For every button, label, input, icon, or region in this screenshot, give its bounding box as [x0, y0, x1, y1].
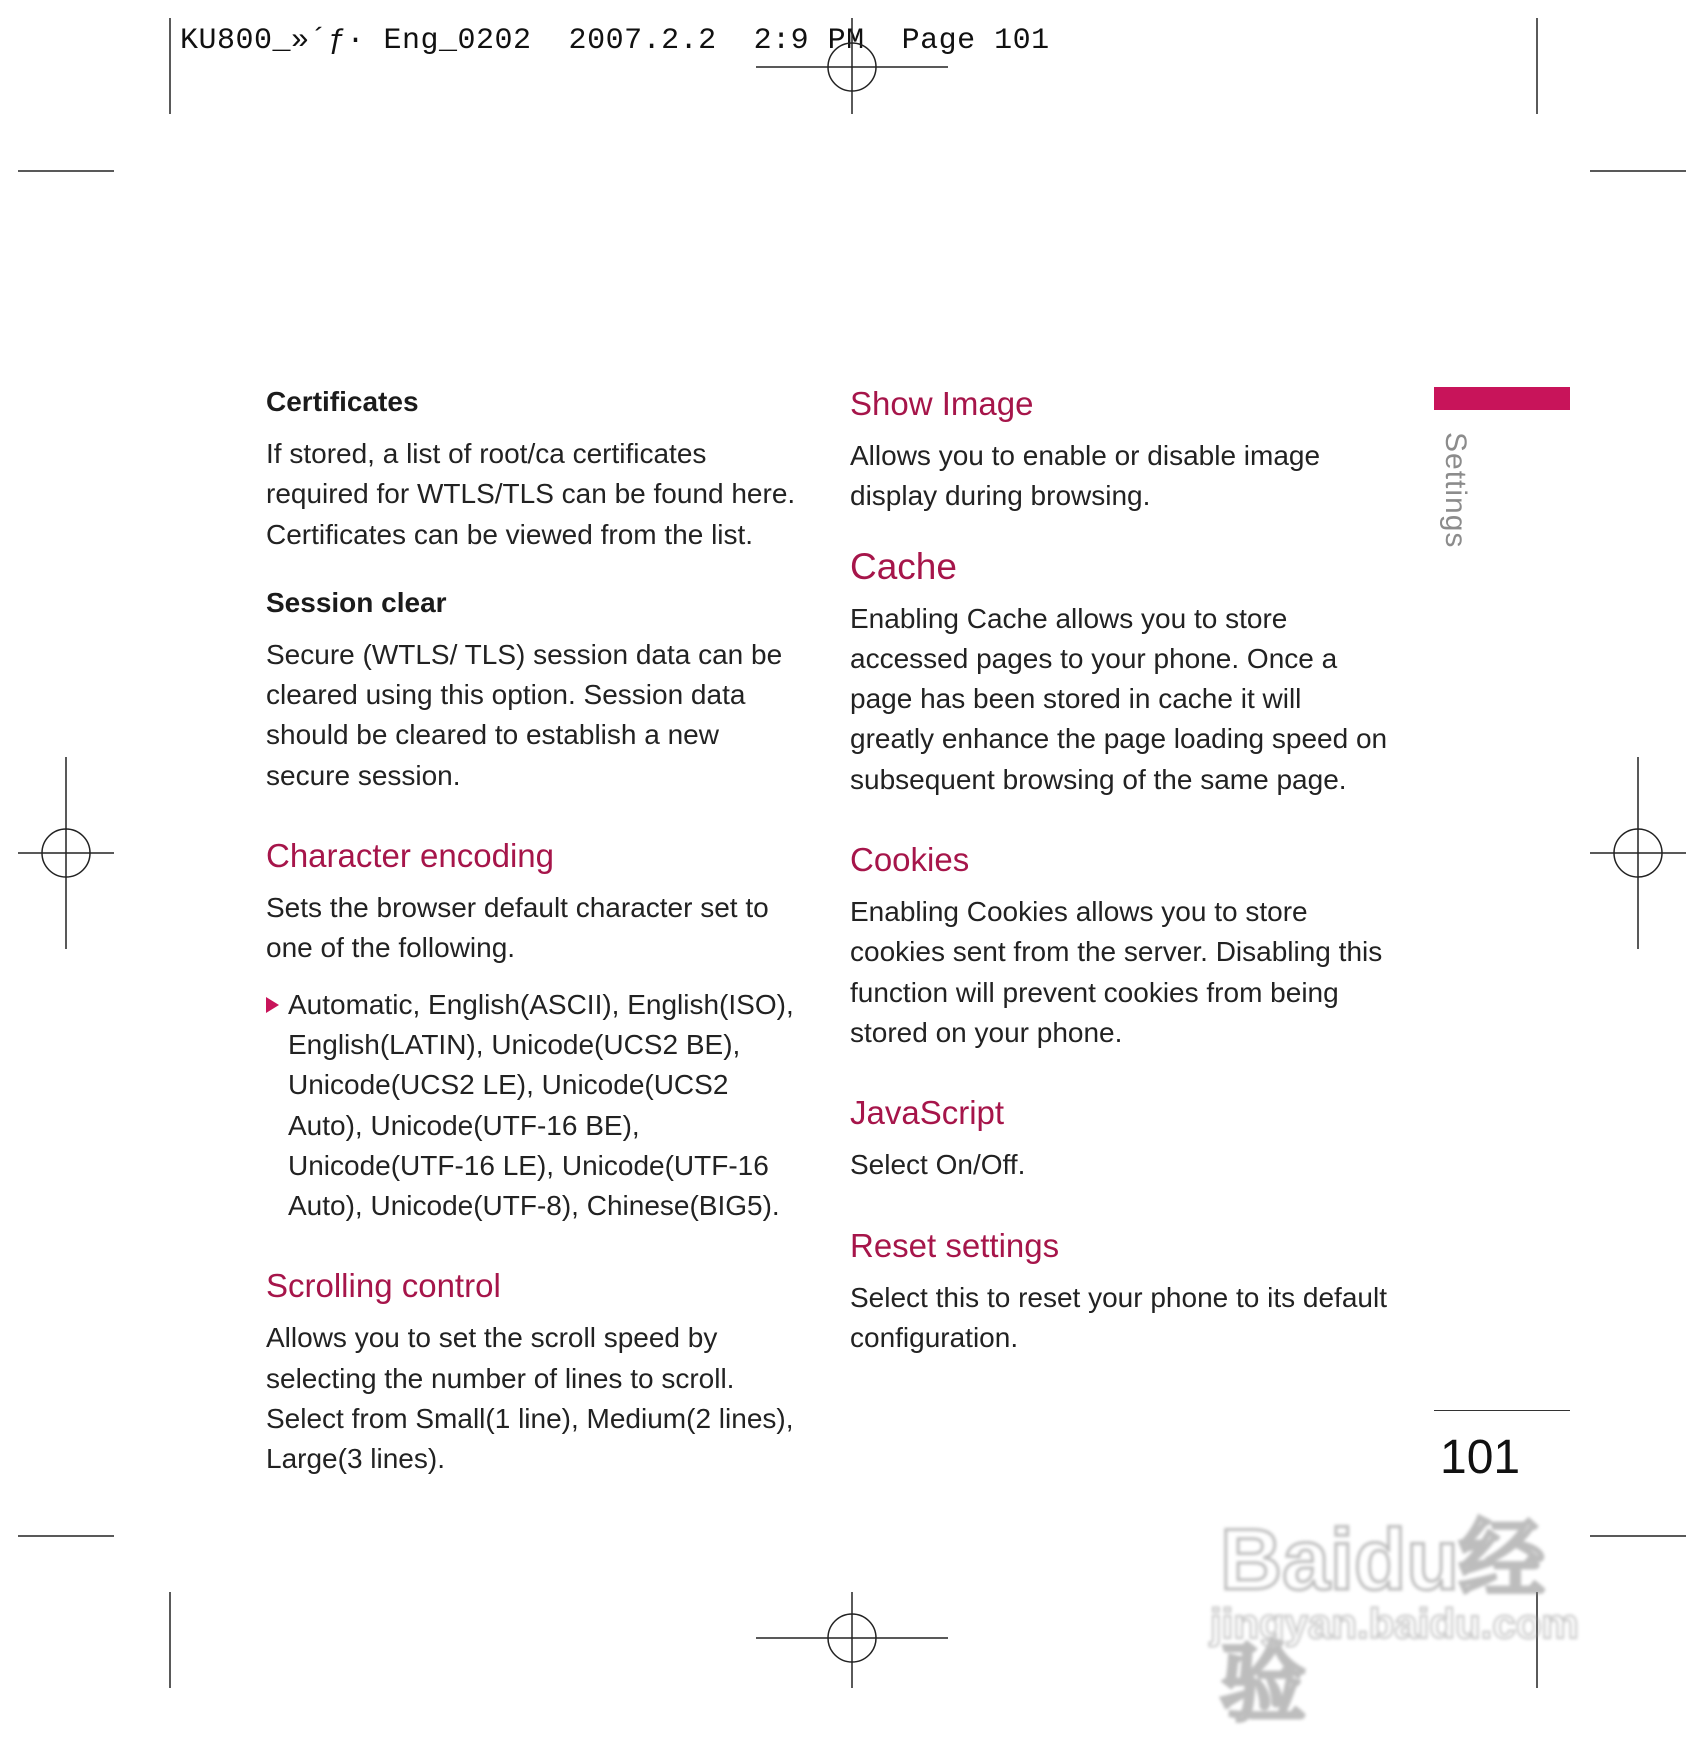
cookies-section: [850, 838, 1390, 1053]
certificates-section: [266, 382, 806, 555]
scrolling-control-text: Allows you to set the scroll speed by selecting the number of lines to scroll. Select from Small(1 line), Medium(2 lines), Large(3 lines).: [266, 1322, 794, 1475]
session-clear-text: Secure (WTLS/ TLS) session data can be cleared using this option. Session data should be cleared to establish a new secure session.: [266, 638, 783, 791]
javascript-text: Select On/Off.: [850, 1149, 1026, 1181]
scrolling-control-section: [266, 1264, 806, 1479]
show-image-text: Allows you to enable or disable image display during browsing.: [850, 440, 1321, 512]
scrolling-control-heading: Scrolling control: [266, 1267, 501, 1305]
watermark-logo: [1210, 1450, 1620, 1732]
javascript-heading: JavaScript: [850, 1094, 1005, 1132]
show-image-heading: Show Image: [850, 385, 1034, 422]
certificates-text: If stored, a list of root/ca certificates required for WTLS/TLS can be found here. Certificates can be viewed from the list.: [266, 438, 796, 550]
reset-settings-heading: Reset settings: [850, 1226, 1060, 1264]
page-number-rule: [1434, 1410, 1570, 1411]
session-clear-heading: Session clear: [266, 586, 447, 618]
reset-settings-section: [850, 1224, 1390, 1359]
javascript-section: [850, 1091, 1390, 1185]
side-tab-label: Settings: [1439, 432, 1472, 549]
encoding-options-list-item: [266, 985, 806, 1227]
character-encoding-heading: Character encoding: [266, 837, 555, 875]
cache-text: Enabling Cache allows you to store accessed pages to your phone. Once a page has been stored in cache it will greatly enhance the page loading speed on subsequent browsing of the same page.: [850, 602, 1388, 795]
character-encoding-section: [266, 834, 806, 1226]
certificates-heading: Certificates: [266, 386, 419, 417]
watermark-main-text: Baidu经验: [1220, 1512, 1545, 1732]
cache-section: [850, 545, 1390, 800]
cache-heading: Cache: [850, 545, 957, 587]
page-number: 101: [1440, 1431, 1521, 1484]
side-tab-bar: [1434, 387, 1570, 410]
encoding-options-text: Automatic, English(ASCII), English(ISO), English(LATIN), Unicode(UCS2 BE), Unicode(UCS2 LE), Unicode(UCS2 Auto), Unicode(UTF-16 BE), Unicode(UTF-16 LE), Unicode(UTF-16 Auto), Unicode(UTF-8), Chinese(BIG5).: [288, 988, 794, 1222]
session-clear-section: [266, 583, 806, 796]
character-encoding-text: Sets the browser default character set to one of the following.: [266, 892, 769, 964]
cookies-heading: Cookies: [850, 841, 970, 879]
show-image-section: [850, 382, 1390, 517]
print-slug: KU800_»´ƒ· Eng_0202 2007.2.2 2:9 PM Page 101: [180, 24, 1050, 58]
watermark-sub-text: jingyan.baidu.com: [1210, 1600, 1579, 1647]
left-column: [266, 382, 806, 1508]
right-column: [850, 382, 1390, 1386]
triangle-bullet-icon: [266, 997, 279, 1013]
reset-settings-text: Select this to reset your phone to its default configuration.: [850, 1281, 1387, 1353]
cookies-text: Enabling Cookies allows you to store cookies sent from the server. Disabling this function will prevent cookies from being stored on your phone.: [850, 896, 1383, 1048]
